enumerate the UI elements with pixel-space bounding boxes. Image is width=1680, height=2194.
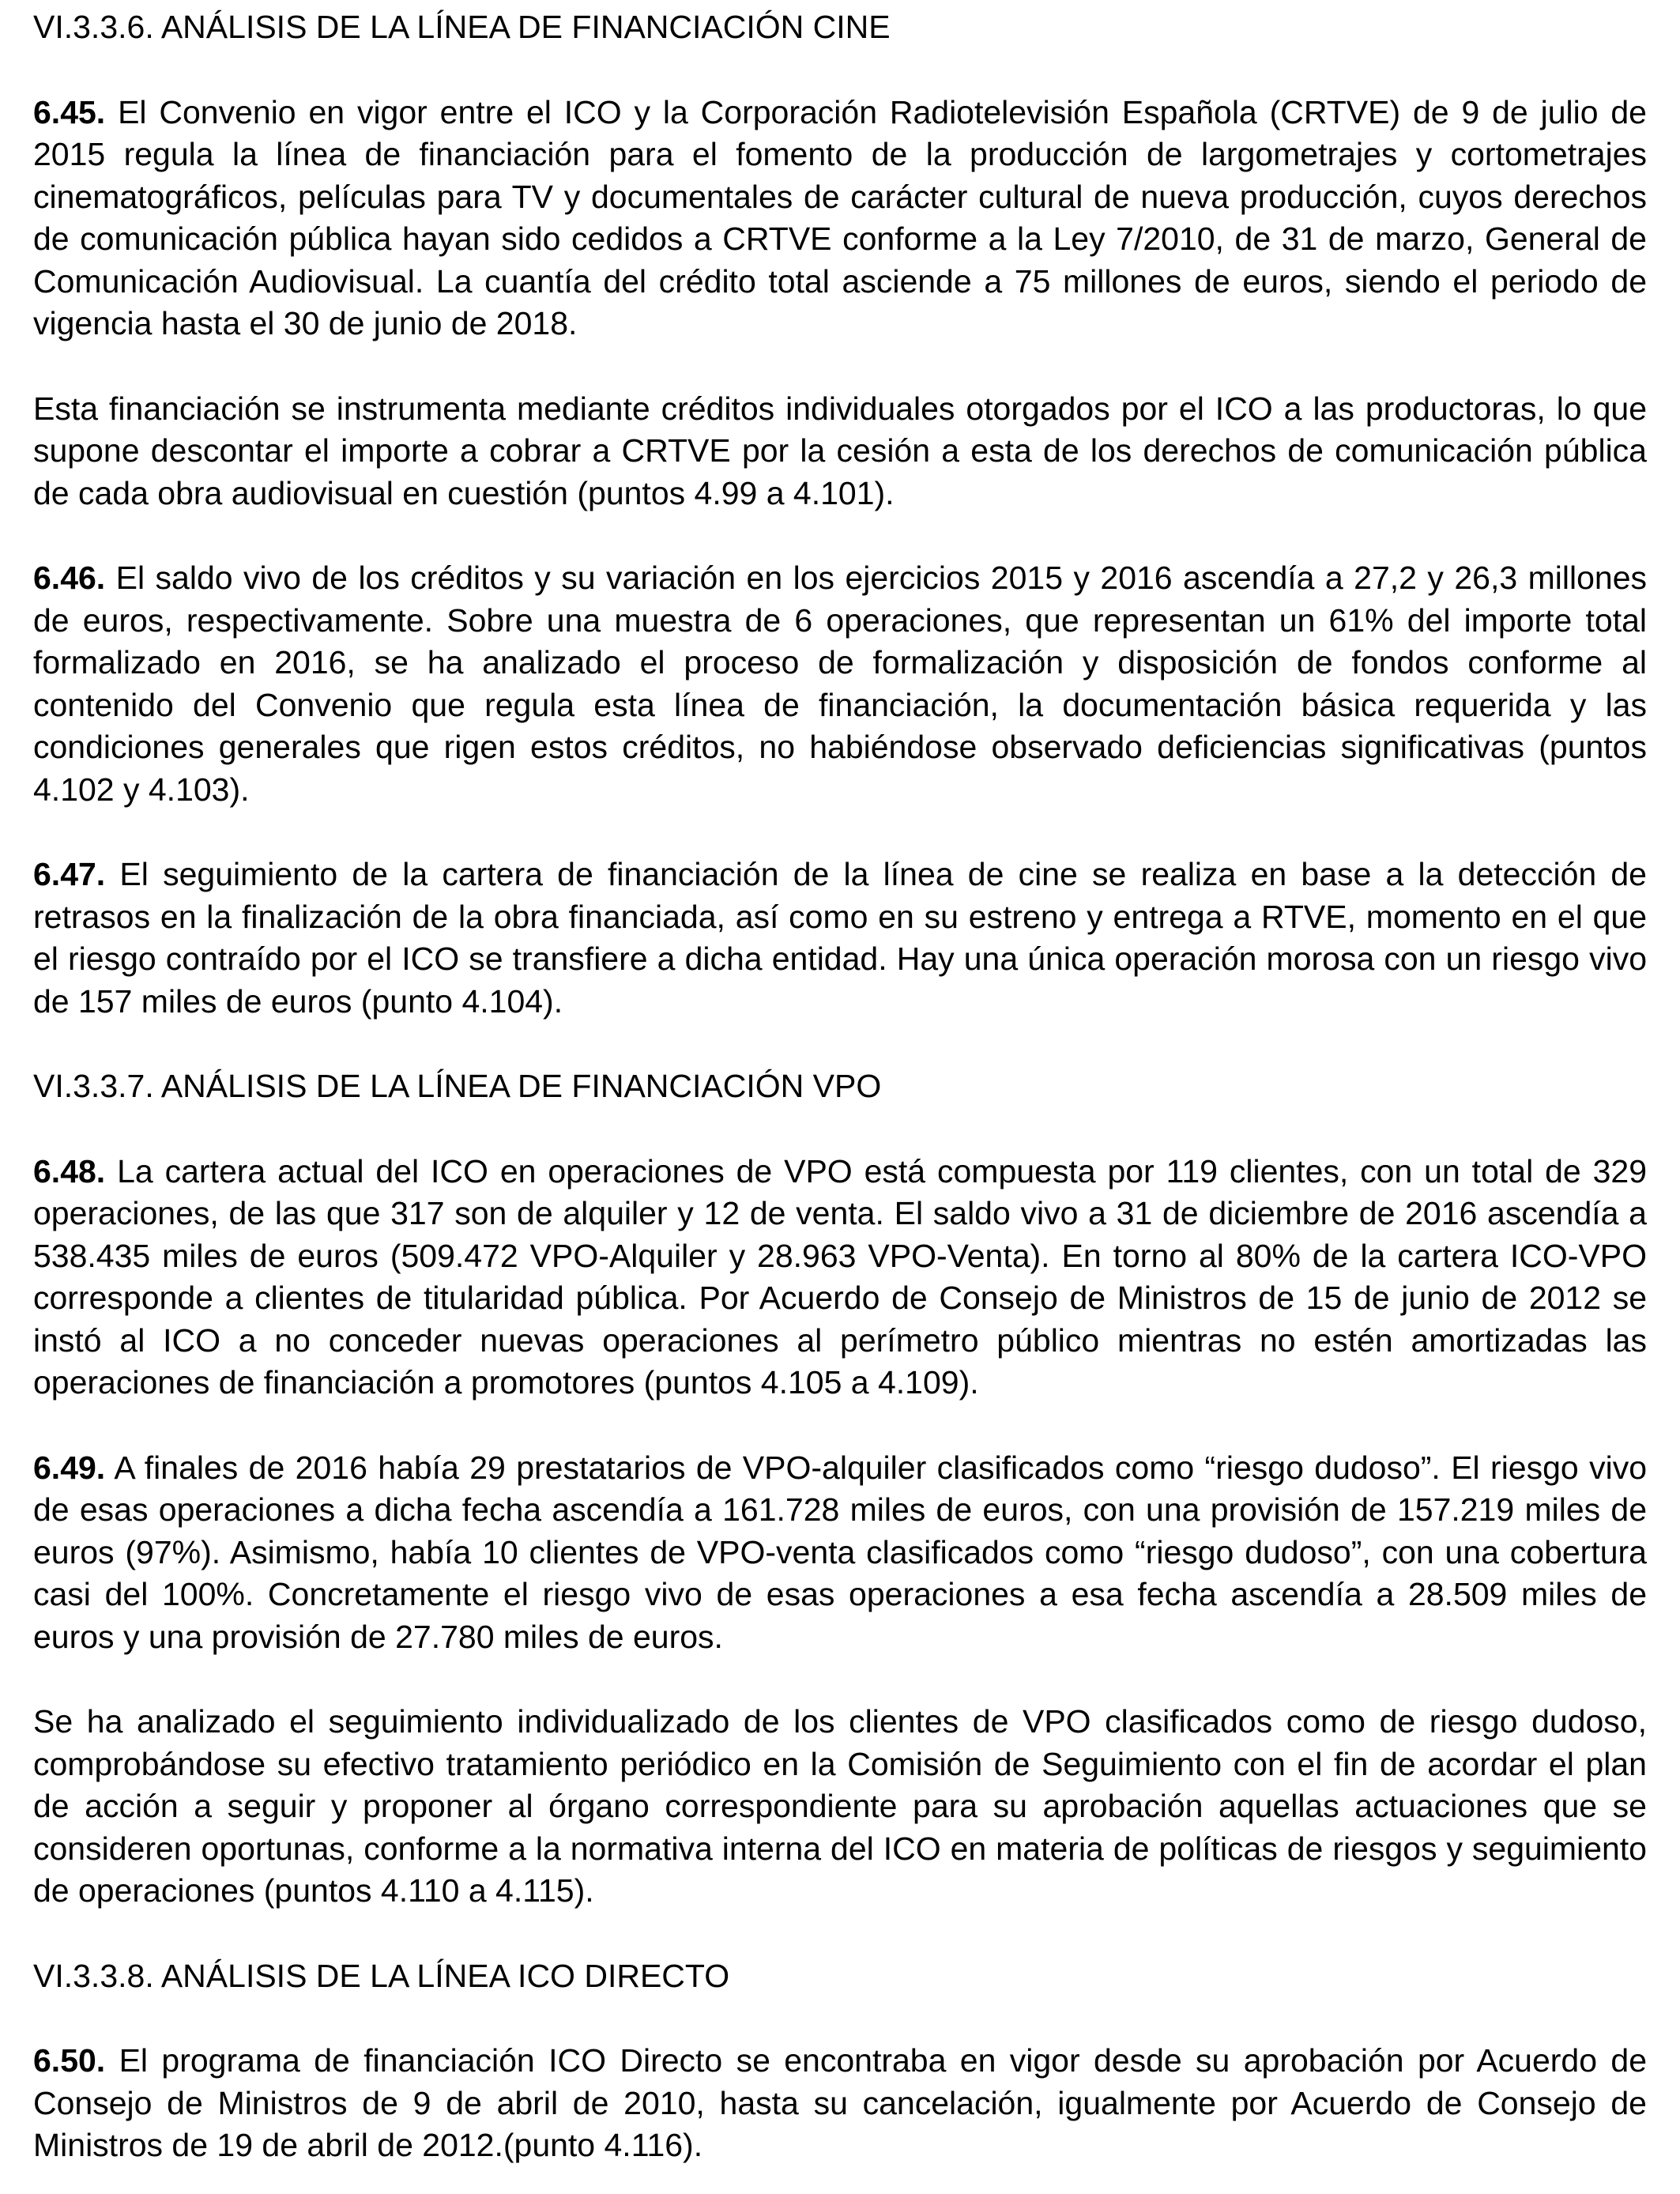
paragraph-text: El programa de financiación ICO Directo se encontraba en vigor desde su aprobación por Acuerdo de Consejo de Ministros de 9 de abril de 2010, hasta su cancelación, igualmente por Acuerdo de Consejo de Ministros de 19 de abril de 2012.(punto 4.116). (33, 2042, 1647, 2163)
paragraph-6-45-continued (33, 388, 1647, 515)
paragraph-6-45 (33, 92, 1647, 345)
paragraph-6-47 (33, 854, 1647, 1023)
paragraph-6-49 (33, 1447, 1647, 1659)
paragraph-6-50 (33, 2040, 1647, 2167)
paragraph-text: El Convenio en vigor entre el ICO y la Corporación Radiotelevisión Española (CRTVE) de 9 de julio de 2015 regula la línea de financiación para el fomento de la producción de largometrajes y cortometrajes cinematográficos, películas para TV y documentales de carácter cultural de nueva producción, cuyos derechos de comunicación pública hayan sido cedidos a CRTVE conforme a la Ley 7/2010, de 31 de marzo, General de Comunicación Audiovisual. La cuantía del crédito total asciende a 75 millones de euros, siendo el periodo de vigencia hasta el 30 de junio de 2018. (33, 93, 1647, 341)
paragraph-text: A finales de 2016 había 29 prestatarios de VPO-alquiler clasificados como “riesgo dudoso”. El riesgo vivo de esas operaciones a dicha fecha ascendía a 161.728 miles de euros, con una provisión de 157.219 miles de euros (97%). Asimismo, había 10 clientes de VPO-venta clasificados como “riesgo dudoso”, con una cobertura casi del 100%. Concretamente el riesgo vivo de esas operaciones a esa fecha ascendía a 28.509 miles de euros y una provisión de 27.780 miles de euros. (33, 1449, 1647, 1655)
paragraph-6-48 (33, 1151, 1647, 1404)
paragraph-6-46 (33, 557, 1647, 811)
paragraph-number: 6.47. (33, 856, 106, 892)
section-heading-ico-directo: VI.3.3.8. ANÁLISIS DE LA LÍNEA ICO DIRECTO (33, 1957, 730, 1994)
paragraph-text: Se ha analizado el seguimiento individualizado de los clientes de VPO clasificados como de riesgo dudoso, comprobándose su efectivo tratamiento periódico en la Comisión de Seguimiento con el fin de acordar el plan de acción a seguir y proponer al órgano correspondiente para su aprobación aquellas actuaciones que se consideren oportunas, conforme a la normativa interna del ICO en materia de políticas de riesgos y seguimiento de operaciones (puntos 4.110 a 4.115). (33, 1703, 1647, 1909)
paragraph-text: La cartera actual del ICO en operaciones de VPO está compuesta por 119 clientes, con un total de 329 operaciones, de las que 317 son de alquiler y 12 de venta. El saldo vivo a 31 de diciembre de 2016 ascendía a 538.435 miles de euros (509.472 VPO-Alquiler y 28.963 VPO-Venta). En torno al 80% de la cartera ICO-VPO corresponde a clientes de titularidad pública. Por Acuerdo de Consejo de Ministros de 15 de junio de 2012 se instó al ICO a no conceder nuevas operaciones al perímetro público mientras no estén amortizadas las operaciones de financiación a promotores (puntos 4.105 a 4.109). (33, 1152, 1647, 1400)
section-heading-vpo: VI.3.3.7. ANÁLISIS DE LA LÍNEA DE FINANCIACIÓN VPO (33, 1068, 882, 1104)
section-heading-cine: VI.3.3.6. ANÁLISIS DE LA LÍNEA DE FINANCIACIÓN CINE (33, 9, 891, 45)
paragraph-6-49-continued (33, 1701, 1647, 1913)
paragraph-number: 6.50. (33, 2042, 106, 2079)
paragraph-text: El seguimiento de la cartera de financiación de la línea de cine se realiza en base a la detección de retrasos en la finalización de la obra financiada, así como en su estreno y entrega a RTVE, momento en el que el riesgo contraído por el ICO se transfiere a dicha entidad. Hay una única operación morosa con un riesgo vivo de 157 miles de euros (punto 4.104). (33, 856, 1647, 1020)
document-page (33, 6, 1647, 2167)
paragraph-number: 6.46. (33, 560, 106, 596)
paragraph-text: Esta financiación se instrumenta mediante créditos individuales otorgados por el ICO a las productoras, lo que supone descontar el importe a cobrar a CRTVE por la cesión a esta de los derechos de comunicación pública de cada obra audiovisual en cuestión (puntos 4.99 a 4.101). (33, 390, 1647, 511)
paragraph-number: 6.49. (33, 1449, 106, 1486)
paragraph-number: 6.48. (33, 1152, 106, 1189)
paragraph-number: 6.45. (33, 93, 106, 130)
paragraph-text: El saldo vivo de los créditos y su variación en los ejercicios 2015 y 2016 ascendía a 27,2 y 26,3 millones de euros, respectivamente. Sobre una muestra de 6 operaciones, que representan un 61% del importe total formalizado en 2016, se ha analizado el proceso de formalización y disposición de fondos conforme al contenido del Convenio que regula esta línea de financiación, la documentación básica requerida y las condiciones generales que rigen estos créditos, no habiéndose observado deficiencias significativas (puntos 4.102 y 4.103). (33, 560, 1647, 808)
